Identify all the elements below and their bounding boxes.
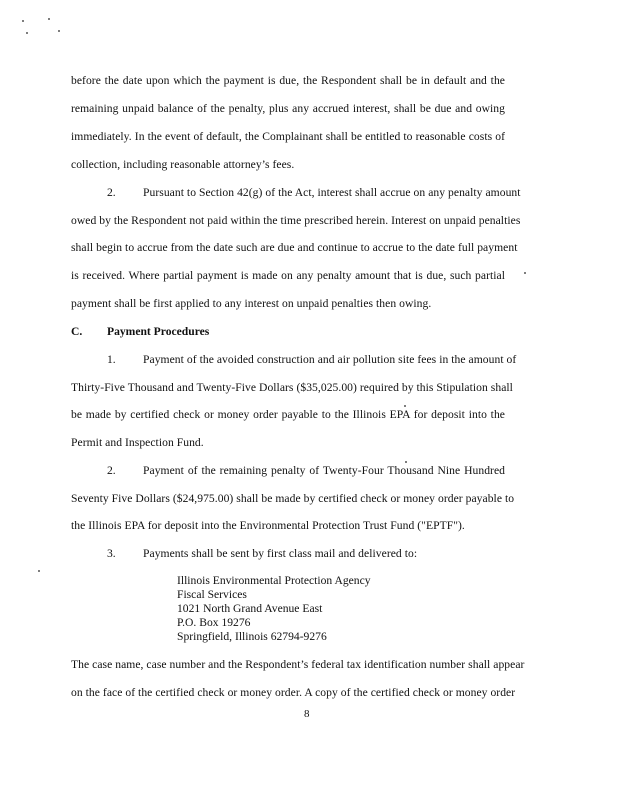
c-item2-line-3: the Illinois EPA for deposit into the Environmental Protection Trust Fund ("EPTF"). — [71, 519, 465, 532]
scan-speck — [405, 461, 407, 463]
scan-speck — [524, 272, 526, 274]
c-item2-line-1: Payment of the remaining penalty of Twenty-Four Thousand Nine Hundred — [143, 464, 505, 477]
c-item2-number: 2. — [107, 464, 116, 477]
c-item1-line-3: be made by certified check or money order payable to the Illinois EPA for deposit into the — [71, 408, 505, 421]
scan-speck — [48, 18, 50, 20]
para1-line-2: remaining unpaid balance of the penalty, plus any accrued interest, shall be due and owing — [71, 102, 505, 115]
para1-line-3: immediately. In the event of default, the Complainant shall be entitled to reasonable costs of — [71, 130, 505, 143]
address-line-2: Fiscal Services — [177, 588, 247, 601]
address-line-4: P.O. Box 19276 — [177, 616, 251, 629]
c-item3-number: 3. — [107, 547, 116, 560]
closing-line-2: on the face of the certified check or money order. A copy of the certified check or money order — [71, 686, 516, 699]
page-number: 8 — [304, 708, 310, 720]
item2-line-5: payment shall be first applied to any interest on unpaid penalties then owing. — [71, 297, 432, 310]
scan-speck — [22, 20, 24, 22]
section-c-title: Payment Procedures — [107, 325, 210, 338]
item2-line-4: is received. Where partial payment is made on any penalty amount that is due, such partial — [71, 269, 505, 282]
c-item3-text: Payments shall be sent by first class mail and delivered to: — [143, 547, 418, 560]
scan-speck — [26, 32, 28, 34]
c-item1-line-1: Payment of the avoided construction and air pollution site fees in the amount of — [143, 353, 517, 366]
item2-line-3: shall begin to accrue from the date such are due and continue to accrue to the date full payment — [71, 241, 518, 254]
c-item1-number: 1. — [107, 353, 116, 366]
para1-line-1: before the date upon which the payment is due, the Respondent shall be in default and the — [71, 74, 505, 87]
para1-line-4: collection, including reasonable attorney’s fees. — [71, 158, 295, 171]
section-c-letter: C. — [71, 325, 83, 338]
item2-number: 2. — [107, 186, 116, 199]
c-item2-line-2: Seventy Five Dollars ($24,975.00) shall be made by certified check or money order payable to — [71, 492, 515, 505]
address-line-3: 1021 North Grand Avenue East — [177, 602, 323, 615]
address-line-5: Springfield, Illinois 62794-9276 — [177, 630, 327, 643]
c-item1-line-2: Thirty-Five Thousand and Twenty-Five Dollars ($35,025.00) required by this Stipulation shall — [71, 381, 513, 394]
scan-speck — [58, 30, 60, 32]
closing-line-1: The case name, case number and the Respondent’s federal tax identification number shall appear — [71, 658, 525, 671]
item2-line-2: owed by the Respondent not paid within the time prescribed herein. Interest on unpaid penalties — [71, 214, 521, 227]
address-line-1: Illinois Environmental Protection Agency — [177, 574, 371, 587]
scan-speck — [38, 570, 40, 572]
item2-line-1: Pursuant to Section 42(g) of the Act, interest shall accrue on any penalty amount — [143, 186, 521, 199]
c-item1-line-4: Permit and Inspection Fund. — [71, 436, 204, 449]
scan-speck — [404, 405, 406, 407]
